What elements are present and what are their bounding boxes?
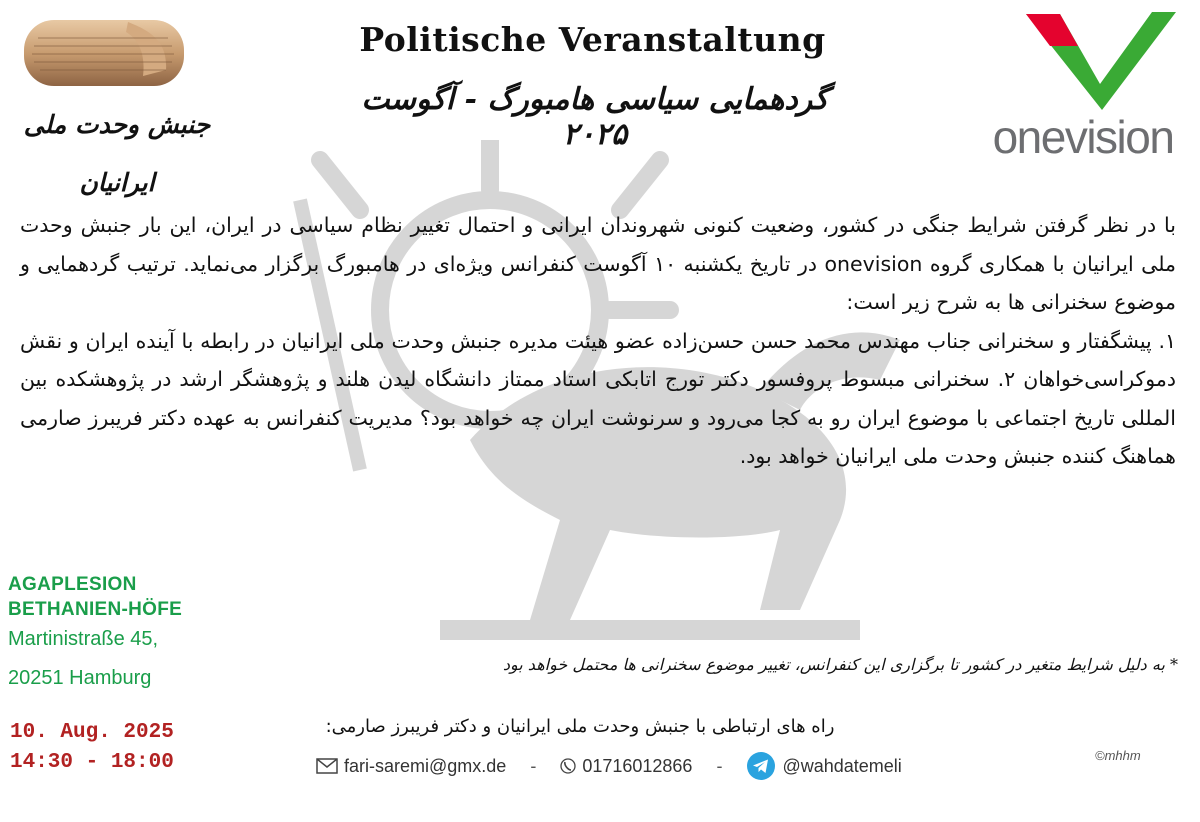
announcement-paragraph-program: ۱. پیشگفتار و سخنرانی جناب مهندس محمد حسن حسن‌زاده عضو هیئت مدیره جنبش وحدت ملی ایرانیان در رابطه با آینده ایران و نقش دموکراسی‌خواهان ۲. سخنرانی مبسوط پروفسور دکتر تورج اتابکی استاد ممتاز دانشگاه لیدن هلند و پژوهشگر ارشد در پژوهشکده بین المللی تاریخ اجتماعی با موضوع ایران رو به کجا می‌رود و سرنوشت ایران چه خواهد بود؟ مدیریت کنفرانس به عهده دکتر فریبرز صارمی هماهنگ کننده جنبش وحدت ملی ایرانیان خواهد بود. bbox=[20, 328, 1176, 468]
event-date: 10. Aug. 2025 bbox=[10, 721, 174, 744]
venue-name-line2: BETHANIEN-HÖFE bbox=[8, 599, 183, 620]
onevision-logo-mark bbox=[1020, 6, 1180, 114]
announcement-text bbox=[20, 206, 1176, 476]
movement-name: جنبش وحدت ملی ایرانیان bbox=[23, 110, 211, 197]
page-title: Politische Veranstaltung bbox=[359, 20, 826, 59]
disclaimer-note: * به دلیل شرایط متغیر در کشور تا برگزاری این کنفرانس، تغییر موضوع سخنرانی ها محتمل خواهد بود bbox=[502, 655, 1178, 674]
telegram-icon bbox=[746, 751, 776, 781]
contact-phone-text: 01716012866 bbox=[582, 755, 693, 776]
event-time: 14:30 - 18:00 bbox=[10, 751, 174, 774]
contact-row bbox=[316, 752, 902, 780]
contact-separator: - bbox=[716, 755, 723, 776]
mail-icon bbox=[316, 758, 338, 774]
venue-name-line1: AGAPLESION bbox=[8, 574, 137, 595]
event-datetime bbox=[10, 718, 174, 778]
copyright: ©mhhm bbox=[1095, 748, 1141, 763]
venue-street: Martinistraße 45, bbox=[8, 628, 159, 650]
contact-telegram[interactable] bbox=[746, 751, 901, 781]
contact-phone[interactable] bbox=[560, 756, 692, 777]
contact-email-text: fari-saremi@gmx.de bbox=[344, 755, 507, 776]
page-subtitle: گردهمایی سیاسی هامبورگ - آگوست ۲۰۲۵ bbox=[361, 82, 829, 152]
phone-icon bbox=[560, 758, 576, 774]
contact-email[interactable] bbox=[316, 756, 506, 777]
announcement-paragraph-intro: با در نظر گرفتن شرایط جنگی در کشور، وضعیت کنونی شهروندان ایرانی و احتمال تغییر نظام سیاسی در ایران، این بار جنبش وحدت ملی ایرانیان با همکاری گروه onevision در تاریخ یکشنبه ۱۰ آگوست کنفرانس ویژه‌ای در هامبورگ برگزار می‌نماید. ترتیب گردهمایی و موضوع سخنرانی ها به شرح زیر است: bbox=[20, 213, 1176, 314]
contact-heading: راه های ارتباطی با جنبش وحدت ملی ایرانیان و دکتر فریبرز صارمی: bbox=[325, 716, 835, 737]
cyrus-cylinder-image bbox=[18, 10, 190, 94]
contact-telegram-text: @wahdatemeli bbox=[782, 755, 902, 776]
onevision-logo-text: onevision bbox=[992, 111, 1174, 163]
contact-separator: - bbox=[530, 755, 537, 776]
venue-address bbox=[8, 572, 248, 690]
venue-city: 20251 Hamburg bbox=[8, 667, 152, 689]
